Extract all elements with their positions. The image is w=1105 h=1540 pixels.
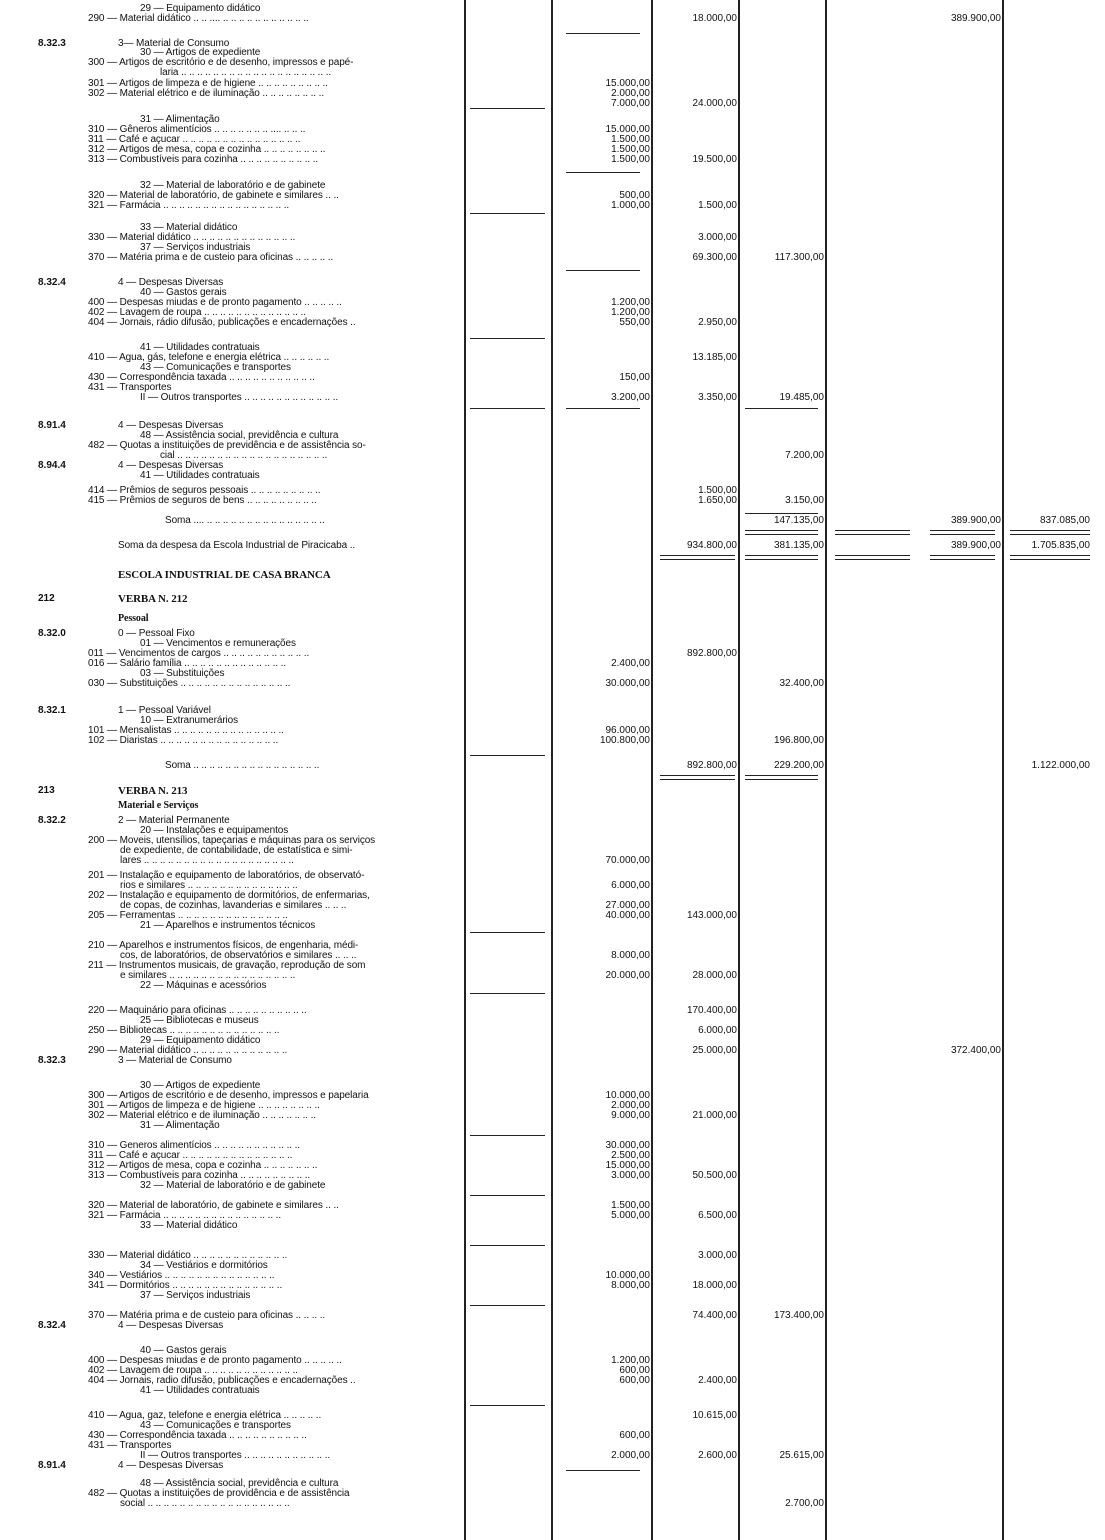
amount-c3: 3.000,00 [698, 1250, 737, 1261]
amount-c3: 6.000,00 [698, 1025, 737, 1036]
item-description: 48 — Assistência social, previdência e cultura [140, 1478, 339, 1489]
amount-c3: 892.800,00 [686, 648, 737, 659]
account-code: 8.32.3 [38, 1055, 66, 1066]
amount-c4: 147.135,00 [773, 515, 824, 526]
amount-c3: 69.300,00 [692, 252, 737, 263]
item-description: Soma .... .. .. .. .. .. .. .. .. .. .. .. .. .. .. .. [165, 515, 325, 526]
ledger-row [0, 495, 1105, 507]
amount-c3: 6.500,00 [698, 1210, 737, 1221]
amount-c2: 2.000,00 [611, 1100, 650, 1111]
item-description: 321 — Farmácia .. .. .. .. .. .. .. .. .. .. .. .. .. .. .. [88, 1210, 282, 1221]
item-description: 430 — Correspondência taxada .. .. .. .. .. .. .. .. .. .. [88, 1430, 307, 1441]
ledger-row [0, 154, 1105, 166]
ledger-row [0, 13, 1105, 25]
sum-rule [745, 408, 818, 409]
item-description: 22 — Máquinas e acessórios [140, 980, 267, 991]
item-description: 301 — Artigos de limpeza e de higiene .. .. .. .. .. .. .. .. [88, 1100, 320, 1111]
amount-c2: 150,00 [619, 372, 650, 383]
amount-c5: 372.400,00 [950, 1045, 1001, 1056]
item-description: 37 — Serviços industriais [140, 242, 251, 253]
amount-c2: 10.000,00 [605, 1090, 650, 1101]
item-description: laria .. .. .. .. .. .. .. .. .. .. .. .. .. .. .. .. .. .. .. [160, 67, 332, 78]
amount-c2: 1.500,00 [611, 134, 650, 145]
item-description: Pessoal [118, 613, 149, 624]
item-description: 4 — Despesas Diversas [118, 277, 224, 288]
sum-rule [745, 513, 818, 514]
item-description: 310 — Gêneros alimentícios .. .. .. .. .. .. .. .... .. .. .. [88, 124, 306, 135]
item-description: 20 — Instalações e equipamentos [140, 825, 289, 836]
item-description: II — Outros transportes .. .. .. .. .. .. .. .. .. .. .. [140, 1450, 331, 1461]
amount-c6: 837.085,00 [1039, 515, 1090, 526]
item-description: 4 — Despesas Diversas [118, 460, 224, 471]
item-description: 34 — Vestiários e dormitórios [140, 1260, 268, 1271]
item-description: 1 — Pessoal Variável [118, 705, 211, 716]
amount-c2: 600,00 [619, 1365, 650, 1376]
item-description: 33 — Material didático [140, 222, 238, 233]
account-code: 8.32.1 [38, 705, 66, 716]
amount-c3: 25.000,00 [692, 1045, 737, 1056]
amount-c5: 389.900,00 [950, 540, 1001, 551]
sum-rule [470, 993, 545, 994]
sum-rule [470, 408, 545, 409]
amount-c2: 1.000,00 [611, 200, 650, 211]
item-description: 37 — Serviços industriais [140, 1290, 251, 1301]
ledger-row [0, 98, 1105, 110]
item-description: 210 — Aparelhos e instrumentos físicos, de engenharia, médi- [88, 940, 359, 951]
amount-c2: 20.000,00 [605, 970, 650, 981]
ledger-row [0, 980, 1105, 992]
item-description: 10 — Extranumerários [140, 715, 239, 726]
amount-c3: 1.500,00 [698, 200, 737, 211]
amount-c2: 100.800,00 [599, 735, 650, 746]
account-code: 212 [38, 593, 55, 604]
amount-c3: 18.000,00 [692, 1280, 737, 1291]
amount-c2: 15.000,00 [605, 78, 650, 89]
ledger-row [0, 200, 1105, 212]
amount-c2: 3.000,00 [611, 1170, 650, 1181]
amount-c5: 389.900,00 [950, 13, 1001, 24]
item-description: 415 — Prêmios de seguros de bens .. .. .. .. .. .. .. .. .. [88, 495, 317, 506]
item-description: 414 — Prêmios de seguros pessoais .. .. .. .. .. .. .. .. .. [88, 485, 321, 496]
item-description: 03 — Substituições [140, 668, 225, 679]
item-description: 01 — Vencimentos e remunerações [140, 638, 296, 649]
item-description: 32 — Material de laboratório e de gabinete [140, 1180, 326, 1191]
sum-rule [470, 755, 545, 756]
item-description: 313 — Combustíveis para cozinha .. .. .. .. .. .. .. .. .. [88, 1170, 311, 1181]
item-description: 202 — Instalação e equipamento de dormitórios, de enfermarias, [88, 890, 370, 901]
sum-rule [660, 555, 735, 560]
item-description: 250 — Bibliotecas .. .. .. .. .. .. .. .. .. .. .. .. .. .. [88, 1025, 280, 1036]
item-description: cos, de laboratórios, de observatórios e similares .. .. .. [120, 950, 357, 961]
amount-c2: 600,00 [619, 1430, 650, 1441]
amount-c2: 8.000,00 [611, 950, 650, 961]
item-description: e similares .. .. .. .. .. .. .. .. .. .. .. .. .. .. .. .. [120, 970, 296, 981]
item-description: 3 — Material de Consumo [118, 1055, 232, 1066]
amount-c3: 74.400,00 [692, 1310, 737, 1321]
item-description: 312 — Artigos de mesa, copa e cozinha .. .. .. .. .. .. .. [88, 1160, 318, 1171]
item-description: cial .. .. .. .. .. .. .. .. .. .. .. .. .. .. .. .. .. .. .. [160, 450, 328, 461]
amount-c2: 1.500,00 [611, 1200, 650, 1211]
item-description: 402 — Lavagem de roupa .. .. .. .. .. .. .. .. .. .. .. .. [88, 1365, 298, 1376]
amount-c3: 2.600,00 [698, 1450, 737, 1461]
sum-rule [930, 555, 995, 560]
amount-c3: 10.615,00 [692, 1410, 737, 1421]
item-description: 431 — Transportes [88, 1440, 172, 1451]
item-description: 31 — Alimentação [140, 1120, 220, 1131]
item-description: 340 — Vestiários .. .. .. .. .. .. .. .. .. .. .. .. .. .. [88, 1270, 275, 1281]
ledger-row [0, 678, 1105, 690]
amount-c3: 1.650,00 [698, 495, 737, 506]
sum-rule [930, 530, 995, 535]
item-description: 220 — Maquinário para oficinas .. .. .. .. .. .. .. .. .. .. [88, 1005, 307, 1016]
item-description: 300 — Artigos de escritório e de desenho, impressos e papelaria [88, 1090, 369, 1101]
item-description: 313 — Combustíveis para cozinha .. .. .. .. .. .. .. .. .. .. [88, 154, 319, 165]
item-description: rios e similares .. .. .. .. .. .. .. .. .. .. .. .. .. .. [120, 880, 298, 891]
item-description: 341 — Dormitórios .. .. .. .. .. .. .. .. .. .. .. .. .. .. [88, 1280, 283, 1291]
item-description: 30 — Artigos de expediente [140, 47, 261, 58]
item-description: 430 — Correspondência taxada .. .. .. .. .. .. .. .. .. .. .. [88, 372, 315, 383]
sum-rule [745, 775, 818, 780]
item-description: 102 — Diaristas .. .. .. .. .. .. .. .. .. .. .. .. .. .. .. [88, 735, 279, 746]
amount-c5: 389.900,00 [950, 515, 1001, 526]
amount-c3: 18.000,00 [692, 13, 737, 24]
item-description: 482 — Quotas a instituições de previdência e de assistência so- [88, 440, 366, 451]
amount-c4: 19.485,00 [779, 392, 824, 403]
item-description: VERBA N. 212 [118, 593, 188, 605]
item-description: 402 — Lavagem de roupa .. .. .. .. .. .. .. .. .. .. .. .. .. [88, 307, 306, 318]
item-description: 330 — Material didático .. .. .. .. .. .. .. .. .. .. .. .. .. [88, 232, 296, 243]
ledger-row [0, 1320, 1105, 1332]
ledger-row [0, 1180, 1105, 1192]
amount-c2: 70.000,00 [605, 855, 650, 866]
sum-rule [470, 1195, 545, 1196]
amount-c4: 25.615,00 [779, 1450, 824, 1461]
sum-rule [835, 555, 910, 560]
account-code: 8.94.4 [38, 460, 66, 471]
amount-c3: 143.000,00 [686, 910, 737, 921]
amount-c2: 27.000,00 [605, 900, 650, 911]
amount-c3: 50.500,00 [692, 1170, 737, 1181]
item-description: 311 — Café e açucar .. .. .. .. .. .. .. .. .. .. .. .. .. .. .. [88, 134, 301, 145]
sum-rule [566, 33, 640, 34]
item-description: 404 — Jornais, radio difusão, publicações e encadernações .. [88, 1375, 356, 1386]
account-code: 8.32.3 [38, 38, 66, 49]
item-description: 312 — Artigos de mesa, copa e cozinha .. .. .. .. .. .. .. .. [88, 144, 326, 155]
amount-c2: 550,00 [619, 317, 650, 328]
item-description: 2 — Material Permanente [118, 815, 230, 826]
item-description: 40 — Gastos gerais [140, 1345, 227, 1356]
sum-rule [470, 1305, 545, 1306]
item-description: II — Outros transportes .. .. .. .. .. .. .. .. .. .. .. .. [140, 392, 339, 403]
item-description: 320 — Material de laboratório, de gabinete e similares .. .. [88, 190, 339, 201]
amount-c2: 96.000,00 [605, 725, 650, 736]
item-description: VERBA N. 213 [118, 785, 188, 797]
sum-rule [470, 1135, 545, 1136]
ledger-row [0, 540, 1105, 552]
amount-c2: 40.000,00 [605, 910, 650, 921]
amount-c4: 7.200,00 [785, 450, 824, 461]
ledger-row [0, 613, 1105, 625]
amount-c4: 3.150,00 [785, 495, 824, 506]
sum-rule [745, 555, 818, 560]
amount-c2: 30.000,00 [605, 678, 650, 689]
amount-c2: 1.200,00 [611, 297, 650, 308]
item-description: 0 — Pessoal Fixo [118, 628, 195, 639]
item-description: 4 — Despesas Diversas [118, 420, 224, 431]
item-description: 311 — Café e açucar .. .. .. .. .. .. .. .. .. .. .. .. .. .. [88, 1150, 293, 1161]
item-description: 330 — Material didático .. .. .. .. .. .. .. .. .. .. .. .. [88, 1250, 288, 1261]
amount-c2: 2.000,00 [611, 1450, 650, 1461]
item-description: 25 — Bibliotecas e museus [140, 1015, 259, 1026]
item-description: 29 — Equipamento didático [140, 1035, 261, 1046]
amount-c6: 1.705.835,00 [1031, 540, 1090, 551]
ledger-row [0, 252, 1105, 264]
item-description: 030 — Substituições .. .. .. .. .. .. .. .. .. .. .. .. .. .. [88, 678, 291, 689]
item-description: de copas, de cozinhas, lavanderias e similares .. .. .. [120, 900, 347, 911]
account-code: 8.32.4 [38, 277, 66, 288]
amount-c3: 28.000,00 [692, 970, 737, 981]
sum-rule [566, 1470, 640, 1471]
item-description: 370 — Matéria prima e de custeio para oficinas .. .. .. .. [88, 1310, 326, 1321]
account-code: 8.32.0 [38, 628, 66, 639]
item-description: 302 — Material elétrico e de iluminação .. .. .. .. .. .. .. [88, 1110, 316, 1121]
amount-c3: 2.950,00 [698, 317, 737, 328]
amount-c2: 1.200,00 [611, 307, 650, 318]
amount-c6: 1.122.000,00 [1031, 760, 1090, 771]
sum-rule [470, 338, 545, 339]
sum-rule [470, 213, 545, 214]
item-description: ESCOLA INDUSTRIAL DE CASA BRANCA [118, 569, 331, 581]
ledger-row [0, 1498, 1105, 1510]
amount-c2: 15.000,00 [605, 1160, 650, 1171]
item-description: 201 — Instalação e equipamento de laboratórios, de observató- [88, 870, 365, 881]
item-description: 211 — Instrumentos musicais, de gravação, reprodução de som [88, 960, 366, 971]
ledger-row [0, 392, 1105, 404]
item-description: 30 — Artigos de expediente [140, 1080, 261, 1091]
item-description: 482 — Quotas a instituições de providência e de assistência [88, 1488, 350, 1499]
item-description: 431 — Transportes [88, 382, 172, 393]
sum-rule [470, 108, 545, 109]
ledger-row [0, 760, 1105, 772]
amount-c3: 892.800,00 [686, 760, 737, 771]
item-description: 404 — Jornais, rádio difusão, publicações e encadernações .. [88, 317, 356, 328]
item-description: 3— Material de Consumo [118, 38, 230, 49]
amount-c2: 600,00 [619, 1375, 650, 1386]
ledger-row [0, 1120, 1105, 1132]
item-description: 321 — Farmácia .. .. .. .. .. .. .. .. .. .. .. .. .. .. .. .. [88, 200, 290, 211]
ledger-row [0, 515, 1105, 527]
ledger-row [0, 1385, 1105, 1397]
item-description: 016 — Salário família .. .. .. .. .. .. .. .. .. .. .. .. .. [88, 658, 286, 669]
item-description: 4 — Despesas Diversas [118, 1460, 224, 1471]
account-code: 8.91.4 [38, 420, 66, 431]
item-description: 48 — Assistência social, previdência e cultura [140, 430, 339, 441]
item-description: 370 — Matéria prima e de custeio para oficinas .. .. .. .. .. [88, 252, 334, 263]
item-description: 320 — Material de laboratório, de gabinete e similares .. .. [88, 1200, 339, 1211]
sum-rule [745, 530, 818, 535]
sum-rule [835, 530, 910, 535]
amount-c2: 1.500,00 [611, 154, 650, 165]
sum-rule [1010, 555, 1090, 560]
item-description: 200 — Moveis, utensílios, tapeçarias e máquinas para os serviços [88, 835, 376, 846]
item-description: Soma .. .. .. .. .. .. .. .. .. .. .. .. .. .. .. .. [165, 760, 320, 771]
account-code: 8.91.4 [38, 1460, 66, 1471]
item-description: 205 — Ferramentas .. .. .. .. .. .. .. .. .. .. .. .. .. .. [88, 910, 288, 921]
item-description: 290 — Material didático .. .. .... .. .. .. .. .. .. .. .. .. .. .. [88, 13, 309, 24]
item-description: 43 — Comunicações e transportes [140, 1420, 291, 1431]
amount-c3: 1.500,00 [698, 485, 737, 496]
item-description: 400 — Despesas miudas e de pronto pagamento .. .. .. .. .. [88, 297, 342, 308]
item-description: 41 — Utilidades contratuais [140, 342, 260, 353]
amount-c3: 3.000,00 [698, 232, 737, 243]
ledger-row [0, 1290, 1105, 1302]
amount-c4: 173.400,00 [773, 1310, 824, 1321]
amount-c2: 2.000,00 [611, 88, 650, 99]
amount-c2: 3.200,00 [611, 392, 650, 403]
amount-c3: 2.400,00 [698, 1375, 737, 1386]
ledger-row [0, 593, 1105, 605]
amount-c3: 19.500,00 [692, 154, 737, 165]
amount-c2: 5.000,00 [611, 1210, 650, 1221]
item-description: 21 — Aparelhos e instrumentos técnicos [140, 920, 316, 931]
item-description: 410 — Agua, gaz, telefone e energia elétrica .. .. .. .. .. [88, 1410, 322, 1421]
item-description: Soma da despesa da Escola Industrial de Piracicaba .. [118, 540, 356, 551]
amount-c3: 3.350,00 [698, 392, 737, 403]
sum-rule [566, 172, 640, 173]
amount-c3: 934.800,00 [686, 540, 737, 551]
amount-c2: 30.000,00 [605, 1140, 650, 1151]
item-description: lares .. .. .. .. .. .. .. .. .. .. .. .. .. .. .. .. .. .. .. [120, 855, 294, 866]
ledger-row [0, 470, 1105, 482]
amount-c2: 500,00 [619, 190, 650, 201]
amount-c4: 117.300,00 [774, 252, 824, 263]
item-description: 310 — Generos alimentícios .. .. .. .. .. .. .. .. .. .. .. [88, 1140, 300, 1151]
ledger-row [0, 920, 1105, 932]
item-description: 32 — Material de laboratório e de gabinete [140, 180, 326, 191]
sum-rule [566, 408, 640, 409]
item-description: 29 — Equipamento didático [140, 3, 261, 14]
item-description: 41 — Utilidades contratuais [140, 1385, 260, 1396]
item-description: 410 — Agua, gás, telefone e energia elétrica .. .. .. .. .. .. [88, 352, 330, 363]
ledger-row [0, 735, 1105, 747]
ledger-row [0, 317, 1105, 329]
amount-c4: 32.400,00 [779, 678, 824, 689]
ledger-row [0, 1220, 1105, 1232]
sum-rule [470, 932, 545, 933]
amount-c2: 2.500,00 [611, 1150, 650, 1161]
item-description: 33 — Material didático [140, 1220, 238, 1231]
item-description: 4 — Despesas Diversas [118, 1320, 224, 1331]
account-code: 213 [38, 785, 55, 796]
item-description: 43 — Comunicações e transportes [140, 362, 291, 373]
amount-c2: 1.200,00 [611, 1355, 650, 1366]
item-description: de expediente, de contabilidade, de estatística e simi- [120, 845, 353, 856]
amount-c3: 24.000,00 [692, 98, 737, 109]
item-description: 011 — Vencimentos de cargos .. .. .. .. .. .. .. .. .. .. .. [88, 648, 310, 659]
amount-c2: 6.000,00 [611, 880, 650, 891]
amount-c2: 9.000,00 [611, 1110, 650, 1121]
sum-rule [470, 1245, 545, 1246]
item-description: 300 — Artigos de escritório e de desenho, impressos e papé- [88, 57, 354, 68]
account-code: 8.32.2 [38, 815, 66, 826]
amount-c2: 8.000,00 [611, 1280, 650, 1291]
amount-c3: 21.000,00 [692, 1110, 737, 1121]
sum-rule [660, 775, 735, 780]
item-description: 41 — Utilidades contratuais [140, 470, 260, 481]
amount-c2: 1.500,00 [611, 144, 650, 155]
item-description: 400 — Despesas miudas e de pronto pagamento .. .. .. .. .. [88, 1355, 342, 1366]
item-description: 40 — Gastos gerais [140, 287, 227, 298]
amount-c4: 229.200,00 [773, 760, 824, 771]
item-description: social .. .. .. .. .. .. .. .. .. .. .. .. .. .. .. .. .. .. [120, 1498, 290, 1509]
amount-c2: 2.400,00 [611, 658, 650, 669]
ledger-row [0, 785, 1105, 797]
amount-c3: 13.185,00 [692, 352, 737, 363]
item-description: 301 — Artigos de limpeza e de higiene .. .. .. .. .. .. .. .. .. [88, 78, 328, 89]
item-description: 290 — Material didático .. .. .. .. .. .. .. .. .. .. .. .. [88, 1045, 288, 1056]
amount-c2: 7.000,00 [611, 98, 650, 109]
account-code: 8.32.4 [38, 1320, 66, 1331]
item-description: 302 — Material elétrico e de iluminação .. .. .. .. .. .. .. .. [88, 88, 325, 99]
ledger-row [0, 1055, 1105, 1067]
amount-c4: 196.800,00 [773, 735, 824, 746]
sum-rule [566, 270, 640, 271]
ledger-row [0, 1460, 1105, 1472]
amount-c4: 2.700,00 [785, 1498, 824, 1509]
ledger-row [0, 800, 1105, 812]
sum-rule [470, 1405, 545, 1406]
item-description: 31 — Alimentação [140, 114, 220, 125]
item-description: Material e Serviços [118, 800, 199, 811]
ledger-row [0, 569, 1105, 581]
amount-c3: 170.400,00 [686, 1005, 737, 1016]
amount-c4: 381.135,00 [773, 540, 824, 551]
item-description: 101 — Mensalistas .. .. .. .. .. .. .. .. .. .. .. .. .. .. [88, 725, 284, 736]
amount-c2: 15.000,00 [605, 124, 650, 135]
ledger-row [0, 855, 1105, 867]
sum-rule [1010, 530, 1090, 535]
amount-c2: 10.000,00 [605, 1270, 650, 1281]
